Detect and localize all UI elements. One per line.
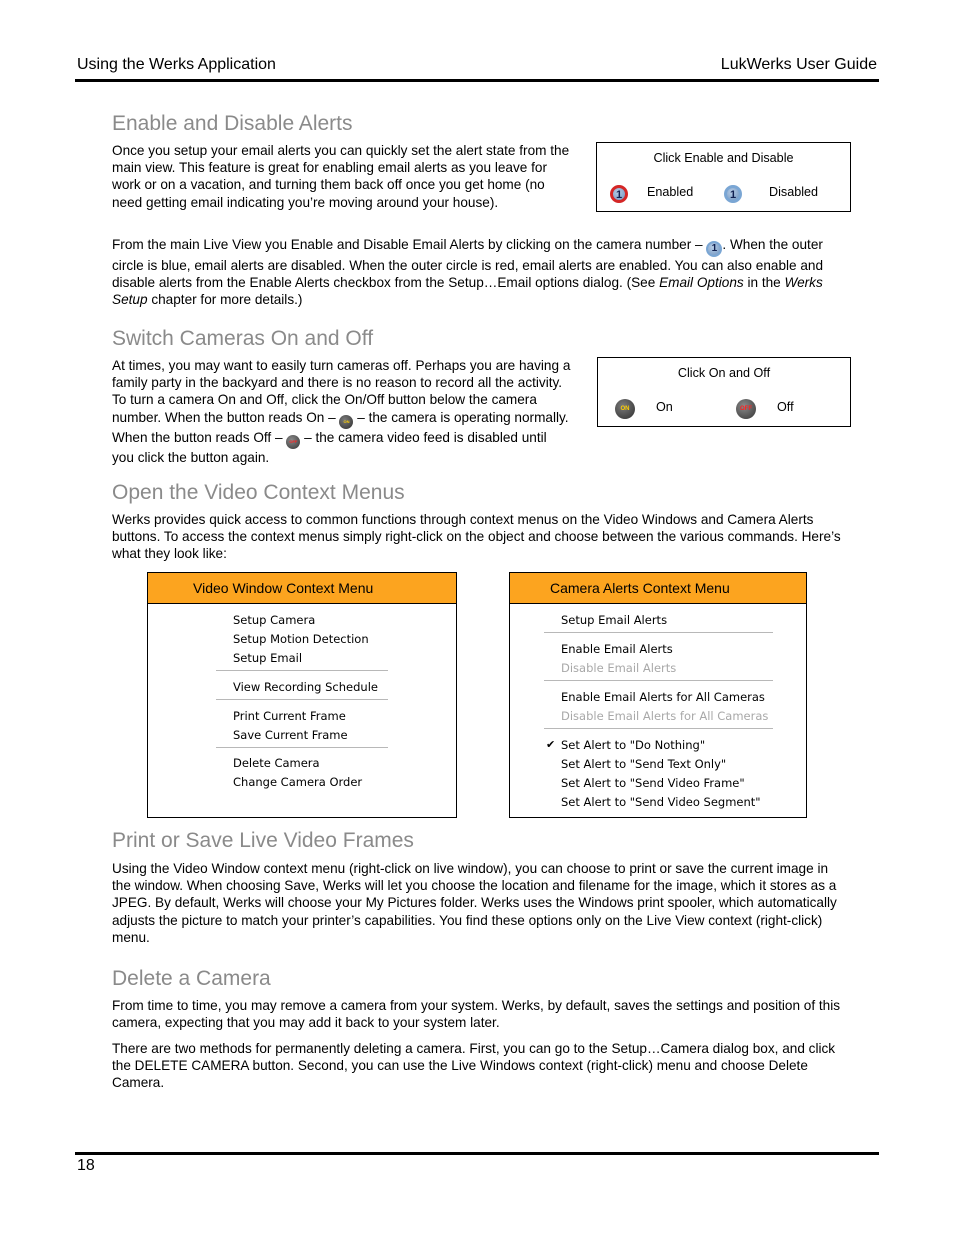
- menu-separator: [544, 680, 773, 681]
- menu-item-disable-alerts-all-cameras: Disable Email Alerts for All Cameras: [561, 709, 769, 723]
- context-paragraph: Werks provides quick access to common functions through context menus on the Video Windows and Camera Alerts buttons. To access the context menus simply right-click on the object and choose between the various commands. Here’s what they look like:: [112, 512, 841, 562]
- running-header-left: Using the Werks Application: [77, 56, 276, 73]
- header-rule: [75, 79, 879, 82]
- camera-number-inline-icon: 1: [706, 241, 722, 257]
- disabled-label: Disabled: [769, 185, 819, 199]
- footer-rule: [75, 1152, 879, 1155]
- menu-item-alert-send-video-frame[interactable]: Set Alert to "Send Video Frame": [561, 776, 745, 790]
- switch-p1-part-b: – the camera is operating normally. When the button reads Off –: [112, 409, 569, 445]
- enable-p2-part-a: From the main Live View you Enable and Disable Email Alerts by clicking on the camera number –: [112, 237, 703, 252]
- enabled-label: Enabled: [647, 185, 694, 199]
- menu-item-delete-camera[interactable]: Delete Camera: [233, 756, 320, 770]
- alerts-menu-title: Camera Alerts Context Menu: [510, 573, 806, 604]
- menu-separator: [544, 632, 773, 633]
- disabled-camera-number-icon: 1: [724, 185, 742, 203]
- menu-separator: [216, 747, 388, 748]
- werks-setup-ref: Werks Setup: [112, 275, 823, 308]
- enable-p2-part-c: in the: [747, 275, 781, 291]
- on-off-figure-divider: [598, 390, 850, 391]
- menu-separator: [544, 728, 773, 729]
- page-number: 18: [77, 1157, 95, 1174]
- enable-paragraph-2: [112, 236, 847, 309]
- on-label: On: [656, 400, 673, 414]
- menu-item-alert-send-text-only[interactable]: Set Alert to "Send Text Only": [561, 757, 727, 771]
- switch-p1-part-a: At times, you may want to easily turn cameras off. Perhaps you are having a family party in the backyard and there is no reason to record all the activity. To turn a camera On and Off, click the On/Off button below the camera number. When the button reads On –: [112, 358, 571, 425]
- enable-p2-part-b: . When the outer circle is blue, email alerts are disabled. When the outer circle is red, email alerts are enabled. You can also enable and disable alerts from the Enable Alerts checkbox from the Setup…Email options dialog. (See: [112, 237, 824, 291]
- on-button-icon: ON: [615, 399, 635, 419]
- menu-item-save-current-frame[interactable]: Save Current Frame: [233, 728, 348, 742]
- heading-enable-disable-alerts: Enable and Disable Alerts: [112, 112, 353, 135]
- video-menu-title: Video Window Context Menu: [148, 573, 456, 604]
- off-button-icon: OFF: [736, 399, 756, 419]
- heading-context-menus: Open the Video Context Menus: [112, 481, 405, 504]
- heading-print-save-frames: Print or Save Live Video Frames: [112, 829, 414, 852]
- heading-delete-camera: Delete a Camera: [112, 967, 271, 990]
- running-header-right: LukWerks User Guide: [720, 56, 877, 73]
- menu-item-disable-email-alerts: Disable Email Alerts: [561, 661, 677, 675]
- enabled-camera-number-icon: 1: [610, 185, 628, 203]
- menu-item-enable-email-alerts[interactable]: Enable Email Alerts: [561, 642, 673, 656]
- menu-item-setup-camera[interactable]: Setup Camera: [233, 613, 316, 627]
- menu-item-alert-do-nothing[interactable]: Set Alert to "Do Nothing": [561, 738, 706, 752]
- off-button-inline-icon: OFF: [286, 435, 300, 449]
- menu-item-setup-email-alerts[interactable]: Setup Email Alerts: [561, 613, 668, 627]
- enable-disable-figure: [596, 142, 851, 212]
- menu-item-change-camera-order[interactable]: Change Camera Order: [233, 775, 363, 789]
- menu-item-alert-send-video-segment[interactable]: Set Alert to "Send Video Segment": [561, 795, 761, 809]
- video-window-context-menu: [147, 572, 457, 818]
- on-off-figure: [597, 357, 851, 427]
- menu-item-enable-alerts-all-cameras[interactable]: Enable Email Alerts for All Cameras: [561, 690, 765, 704]
- heading-switch-cameras: Switch Cameras On and Off: [112, 327, 374, 350]
- enable-p2-part-d: chapter for more details.): [151, 292, 303, 308]
- menu-item-print-current-frame[interactable]: Print Current Frame: [233, 709, 346, 723]
- checkmark-icon: ✔: [546, 738, 556, 751]
- menu-item-setup-motion-detection[interactable]: Setup Motion Detection: [233, 632, 369, 646]
- switch-p1-part-c: – the camera video feed is disabled until you click the button again.: [112, 429, 547, 465]
- enable-figure-title: Click Enable and Disable: [653, 151, 794, 165]
- email-options-ref: Email Options: [659, 275, 744, 291]
- on-button-inline-icon: ON: [339, 415, 353, 429]
- on-off-figure-title: Click On and Off: [677, 366, 771, 380]
- menu-item-view-recording-schedule[interactable]: View Recording Schedule: [233, 680, 378, 694]
- print-paragraph: Using the Video Window context menu (right-click on live window), you can choose to print or save the current image in the window. When choosing Save, Werks will let you choose the location and filename for the image, which it stores as a JPEG. By default, Werks will choose your My Pictures folder. Werks uses the Windows print spooler, which automatically adjusts the picture to match your printer’s capabilities. You find these options only on the Live View context (right-click) menu.: [112, 861, 837, 945]
- menu-separator: [216, 699, 388, 700]
- camera-alerts-context-menu: [509, 572, 807, 818]
- menu-item-setup-email[interactable]: Setup Email: [233, 651, 303, 665]
- delete-paragraph-1: From time to time, you may remove a camera from your system. Werks, by default, saves the settings and position of this camera, expecting that you may add it back to your system later.: [112, 998, 841, 1031]
- off-label: Off: [777, 400, 794, 414]
- switch-paragraph: [112, 357, 572, 466]
- enable-paragraph-1: Once you setup your email alerts you can quickly set the alert state from the main view. This feature is great for enabling email alerts as you leave for work or on a vacation, and turning them back off once you get home (no need getting email indicating you’re moving around your house).: [112, 143, 570, 210]
- menu-separator: [216, 670, 388, 671]
- delete-paragraph-2: There are two methods for permanently deleting a camera. First, you can go to the Setup…Camera dialog box, and click the DELETE CAMERA button. Second, you can use the Live Windows context (right-click) menu and choose Delete Camera.: [112, 1041, 836, 1091]
